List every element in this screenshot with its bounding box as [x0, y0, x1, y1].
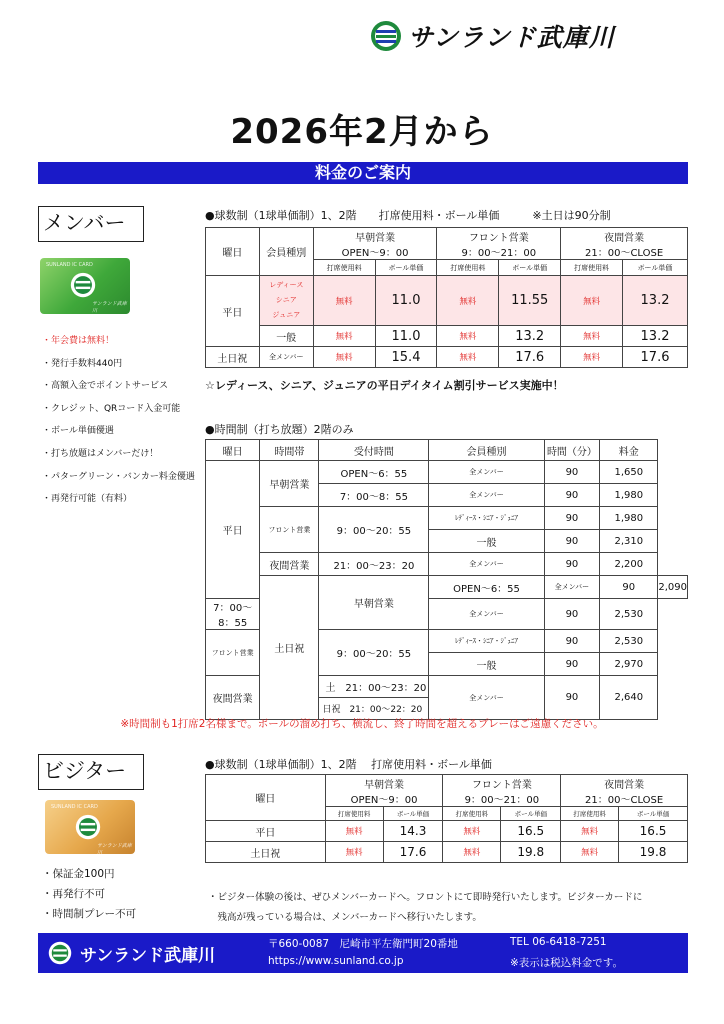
member-ball-table — [205, 227, 688, 368]
th: 料金 — [600, 440, 658, 461]
price: 2,530 — [600, 630, 658, 653]
footer-tax-note: ※表示は税込料金です。 — [510, 957, 623, 969]
member-type: 全メンバー — [429, 461, 544, 484]
reception-time: 21：00～23：20 — [319, 553, 429, 576]
benefit-item: ・発行手数料440円 — [42, 358, 123, 369]
header-early: 早朝営業 OPEN～9：00 — [325, 775, 443, 807]
card-top-text: SUNLAND IC CARD — [46, 262, 93, 268]
row-type: 一般 — [259, 326, 313, 347]
sub-fee: 打席使用料 — [325, 807, 383, 821]
th: 時間帯 — [260, 440, 319, 461]
cell: 16.5 — [619, 821, 688, 842]
minutes: 90 — [544, 461, 600, 484]
price: 1,650 — [600, 461, 658, 484]
member-type: 一般 — [429, 653, 544, 676]
sub-fee: 打席使用料 — [561, 807, 619, 821]
header-day: 曜日 — [206, 228, 260, 276]
reception-time: 日祝 21：00～22：20 — [319, 698, 429, 720]
price: 2,310 — [600, 530, 658, 553]
cell: 無料 — [561, 842, 619, 863]
visitor-benefits — [42, 864, 212, 924]
footer-name: サンランド武庫川 — [80, 946, 216, 966]
cell: 無料 — [561, 347, 623, 368]
card-bottom-text: サンランド武庫川 — [97, 843, 132, 856]
benefit-item: ・再発行不可 — [42, 888, 105, 900]
cell: 17.6 — [383, 842, 443, 863]
minutes: 90 — [544, 553, 600, 576]
slot-front: フロント営業 — [206, 630, 260, 676]
benefit-item: ・打ち放題はメンバーだけ！ — [42, 448, 159, 459]
visitor-ball-table — [205, 774, 688, 863]
benefit-item: ・再発行可能（有料） — [42, 494, 133, 505]
member-type: 全メンバー — [429, 676, 544, 720]
price: 1,980 — [600, 484, 658, 507]
member-type: 全メンバー — [429, 553, 544, 576]
price: 1,980 — [600, 507, 658, 530]
cell: 11.55 — [499, 276, 561, 326]
header-front: フロント営業 9：00～21：00 — [437, 228, 561, 260]
footer-url[interactable]: https://www.sunland.co.jp — [268, 955, 404, 967]
day-weekday: 平日 — [206, 461, 260, 599]
minutes: 90 — [544, 676, 600, 720]
row-type: レディース シニア ジュニア — [259, 276, 313, 326]
cell: 11.0 — [375, 276, 437, 326]
slot-front: フロント営業 — [260, 507, 319, 553]
benefit-item: ・クレジット、QRコード入金可能 — [42, 403, 181, 414]
price: 2,200 — [600, 553, 658, 576]
th: 時間（分） — [544, 440, 600, 461]
slot-night: 夜間営業 — [260, 553, 319, 576]
member-type: 一般 — [429, 530, 544, 553]
member-type: ﾚﾃﾞｨｰｽ・ｼﾆｱ・ｼﾞｭﾆｱ — [429, 507, 544, 530]
minutes: 90 — [544, 507, 600, 530]
slot-early: 早朝営業 — [260, 461, 319, 507]
sub-ball: ボール単価 — [375, 260, 437, 276]
benefit-item: ・時間制プレー不可 — [42, 908, 137, 920]
footer-tel: TEL 06-6418-7251 — [510, 936, 607, 948]
slot-night: 夜間営業 — [206, 676, 260, 720]
th: 曜日 — [206, 440, 260, 461]
header-front: フロント営業 9：00～21：00 — [443, 775, 561, 807]
row-type: 全メンバー — [259, 347, 313, 368]
benefit-item: ・高額入金でポイントサービス — [42, 381, 169, 392]
cell: 13.2 — [623, 276, 688, 326]
member-type: ﾚﾃﾞｨｰｽ・ｼﾆｱ・ｼﾞｭﾆｱ — [429, 630, 544, 653]
discount-notice: ☆レディース、シニア、ジュニアの平日デイタイム割引サービス実施中！ — [205, 379, 564, 392]
price: 2,530 — [600, 599, 658, 630]
reception-time: 9：00～20：55 — [319, 507, 429, 553]
row-day: 平日 — [206, 821, 326, 842]
minutes: 90 — [544, 530, 600, 553]
header-logo — [370, 18, 670, 54]
sub-fee: 打席使用料 — [443, 807, 501, 821]
cell: 無料 — [561, 326, 623, 347]
cell: 無料 — [561, 276, 623, 326]
benefit-item: ・パターグリーン・バンカー料金優遇 — [42, 471, 195, 482]
header-early: 早朝営業 OPEN～9：00 — [313, 228, 437, 260]
cell: 11.0 — [375, 326, 437, 347]
logo-text: サンランド武庫川 — [408, 23, 615, 52]
cell: 13.2 — [623, 326, 688, 347]
cell: 16.5 — [501, 821, 561, 842]
minutes: 90 — [544, 599, 600, 630]
minutes: 90 — [600, 576, 658, 599]
sub-ball: ボール単価 — [499, 260, 561, 276]
header-member-type: 会員種別 — [259, 228, 313, 276]
price: 2,090 — [658, 576, 688, 599]
benefit-item: ・保証金100円 — [42, 868, 115, 880]
reception-time: OPEN～6：55 — [429, 576, 544, 599]
card-emblem-icon — [70, 272, 96, 298]
cell: 19.8 — [619, 842, 688, 863]
row-day: 土日祝 — [206, 842, 326, 863]
price-banner: 料金のご案内 — [38, 162, 688, 184]
sub-ball: ボール単価 — [623, 260, 688, 276]
th: 受付時間 — [319, 440, 429, 461]
sunland-emblem-icon — [370, 20, 402, 52]
cell: 13.2 — [499, 326, 561, 347]
reception-time: 9：00～20：55 — [319, 630, 429, 676]
time-table-title: ●時間制（打ち放題）2階のみ — [205, 423, 354, 436]
footer — [38, 933, 688, 973]
reception-time: 7：00～8：55 — [319, 484, 429, 507]
cell: 無料 — [437, 347, 499, 368]
benefit-item: ・ボール単価優遇 — [42, 426, 114, 437]
cell: 無料 — [313, 326, 375, 347]
reception-time: 土 21：00～23：20 — [319, 676, 429, 698]
sub-fee: 打席使用料 — [313, 260, 375, 276]
member-benefits — [42, 330, 212, 511]
sub-ball: ボール単価 — [383, 807, 443, 821]
header-night: 夜間営業 21：00～CLOSE — [561, 228, 688, 260]
cell: 無料 — [325, 821, 383, 842]
price: 2,970 — [600, 653, 658, 676]
member-type: 全メンバー — [429, 599, 544, 630]
time-table — [205, 439, 688, 720]
cell: 19.8 — [501, 842, 561, 863]
visitor-section-label: ビジター — [38, 754, 144, 790]
cell: 15.4 — [375, 347, 437, 368]
time-play-warning: ※時間制も1打席2名様まで。ボールの溜め打ち、横流し、終了時間を超えるプレーはご遠慮ください。 — [120, 718, 604, 730]
row-day: 平日 — [206, 276, 260, 347]
reception-time: OPEN～6：55 — [319, 461, 429, 484]
sub-fee: 打席使用料 — [561, 260, 623, 276]
minutes: 90 — [544, 653, 600, 676]
cell: 無料 — [325, 842, 383, 863]
member-ball-title: ●球数制（1球単価制）1、2階 打席使用料・ボール単価 ※土日は90分制 — [205, 209, 611, 222]
header-night: 夜間営業 21：00～CLOSE — [561, 775, 688, 807]
cell: 17.6 — [623, 347, 688, 368]
card-emblem-icon — [75, 814, 101, 840]
cell: 17.6 — [499, 347, 561, 368]
cell: 無料 — [437, 326, 499, 347]
cell: 無料 — [313, 347, 375, 368]
sub-ball: ボール単価 — [619, 807, 688, 821]
cell: 無料 — [443, 821, 501, 842]
sub-ball: ボール単価 — [501, 807, 561, 821]
member-section-label: メンバー — [38, 206, 144, 242]
member-type: 全メンバー — [544, 576, 600, 599]
slot-early: 早朝営業 — [319, 576, 429, 630]
day-weekend: 土日祝 — [260, 576, 319, 720]
cell: 無料 — [313, 276, 375, 326]
card-top-text: SUNLAND IC CARD — [51, 804, 98, 810]
visitor-card-image — [45, 800, 135, 854]
header-day: 曜日 — [206, 775, 326, 821]
visitor-note: ・ビジター体験の後は、ぜひメンバーカードへ。フロントにて即時発行いたします。ビジターカードに 残高が残っている場合は、メンバーカードへ移行いたします。 — [208, 892, 643, 923]
minutes: 90 — [544, 484, 600, 507]
page-title: 2026年2月から — [230, 112, 494, 152]
cell: 無料 — [443, 842, 501, 863]
member-type: 全メンバー — [429, 484, 544, 507]
cell: 14.3 — [383, 821, 443, 842]
cell: 無料 — [437, 276, 499, 326]
footer-address: 〒660-0087 尼崎市平左衛門町20番地 — [268, 938, 458, 950]
visitor-ball-title: ●球数制（1球単価制）1、2階 打席使用料・ボール単価 — [205, 758, 492, 771]
cell: 無料 — [561, 821, 619, 842]
sunland-emblem-icon — [48, 941, 72, 965]
member-card-image — [40, 258, 130, 314]
reception-time: 7：00～8：55 — [206, 599, 260, 630]
price: 2,640 — [600, 676, 658, 720]
benefit-item: ・年会費は無料！ — [42, 336, 115, 346]
sub-fee: 打席使用料 — [437, 260, 499, 276]
minutes: 90 — [544, 630, 600, 653]
row-day: 土日祝 — [206, 347, 260, 368]
card-bottom-text: サンランド武庫川 — [92, 301, 127, 314]
th: 会員種別 — [429, 440, 544, 461]
